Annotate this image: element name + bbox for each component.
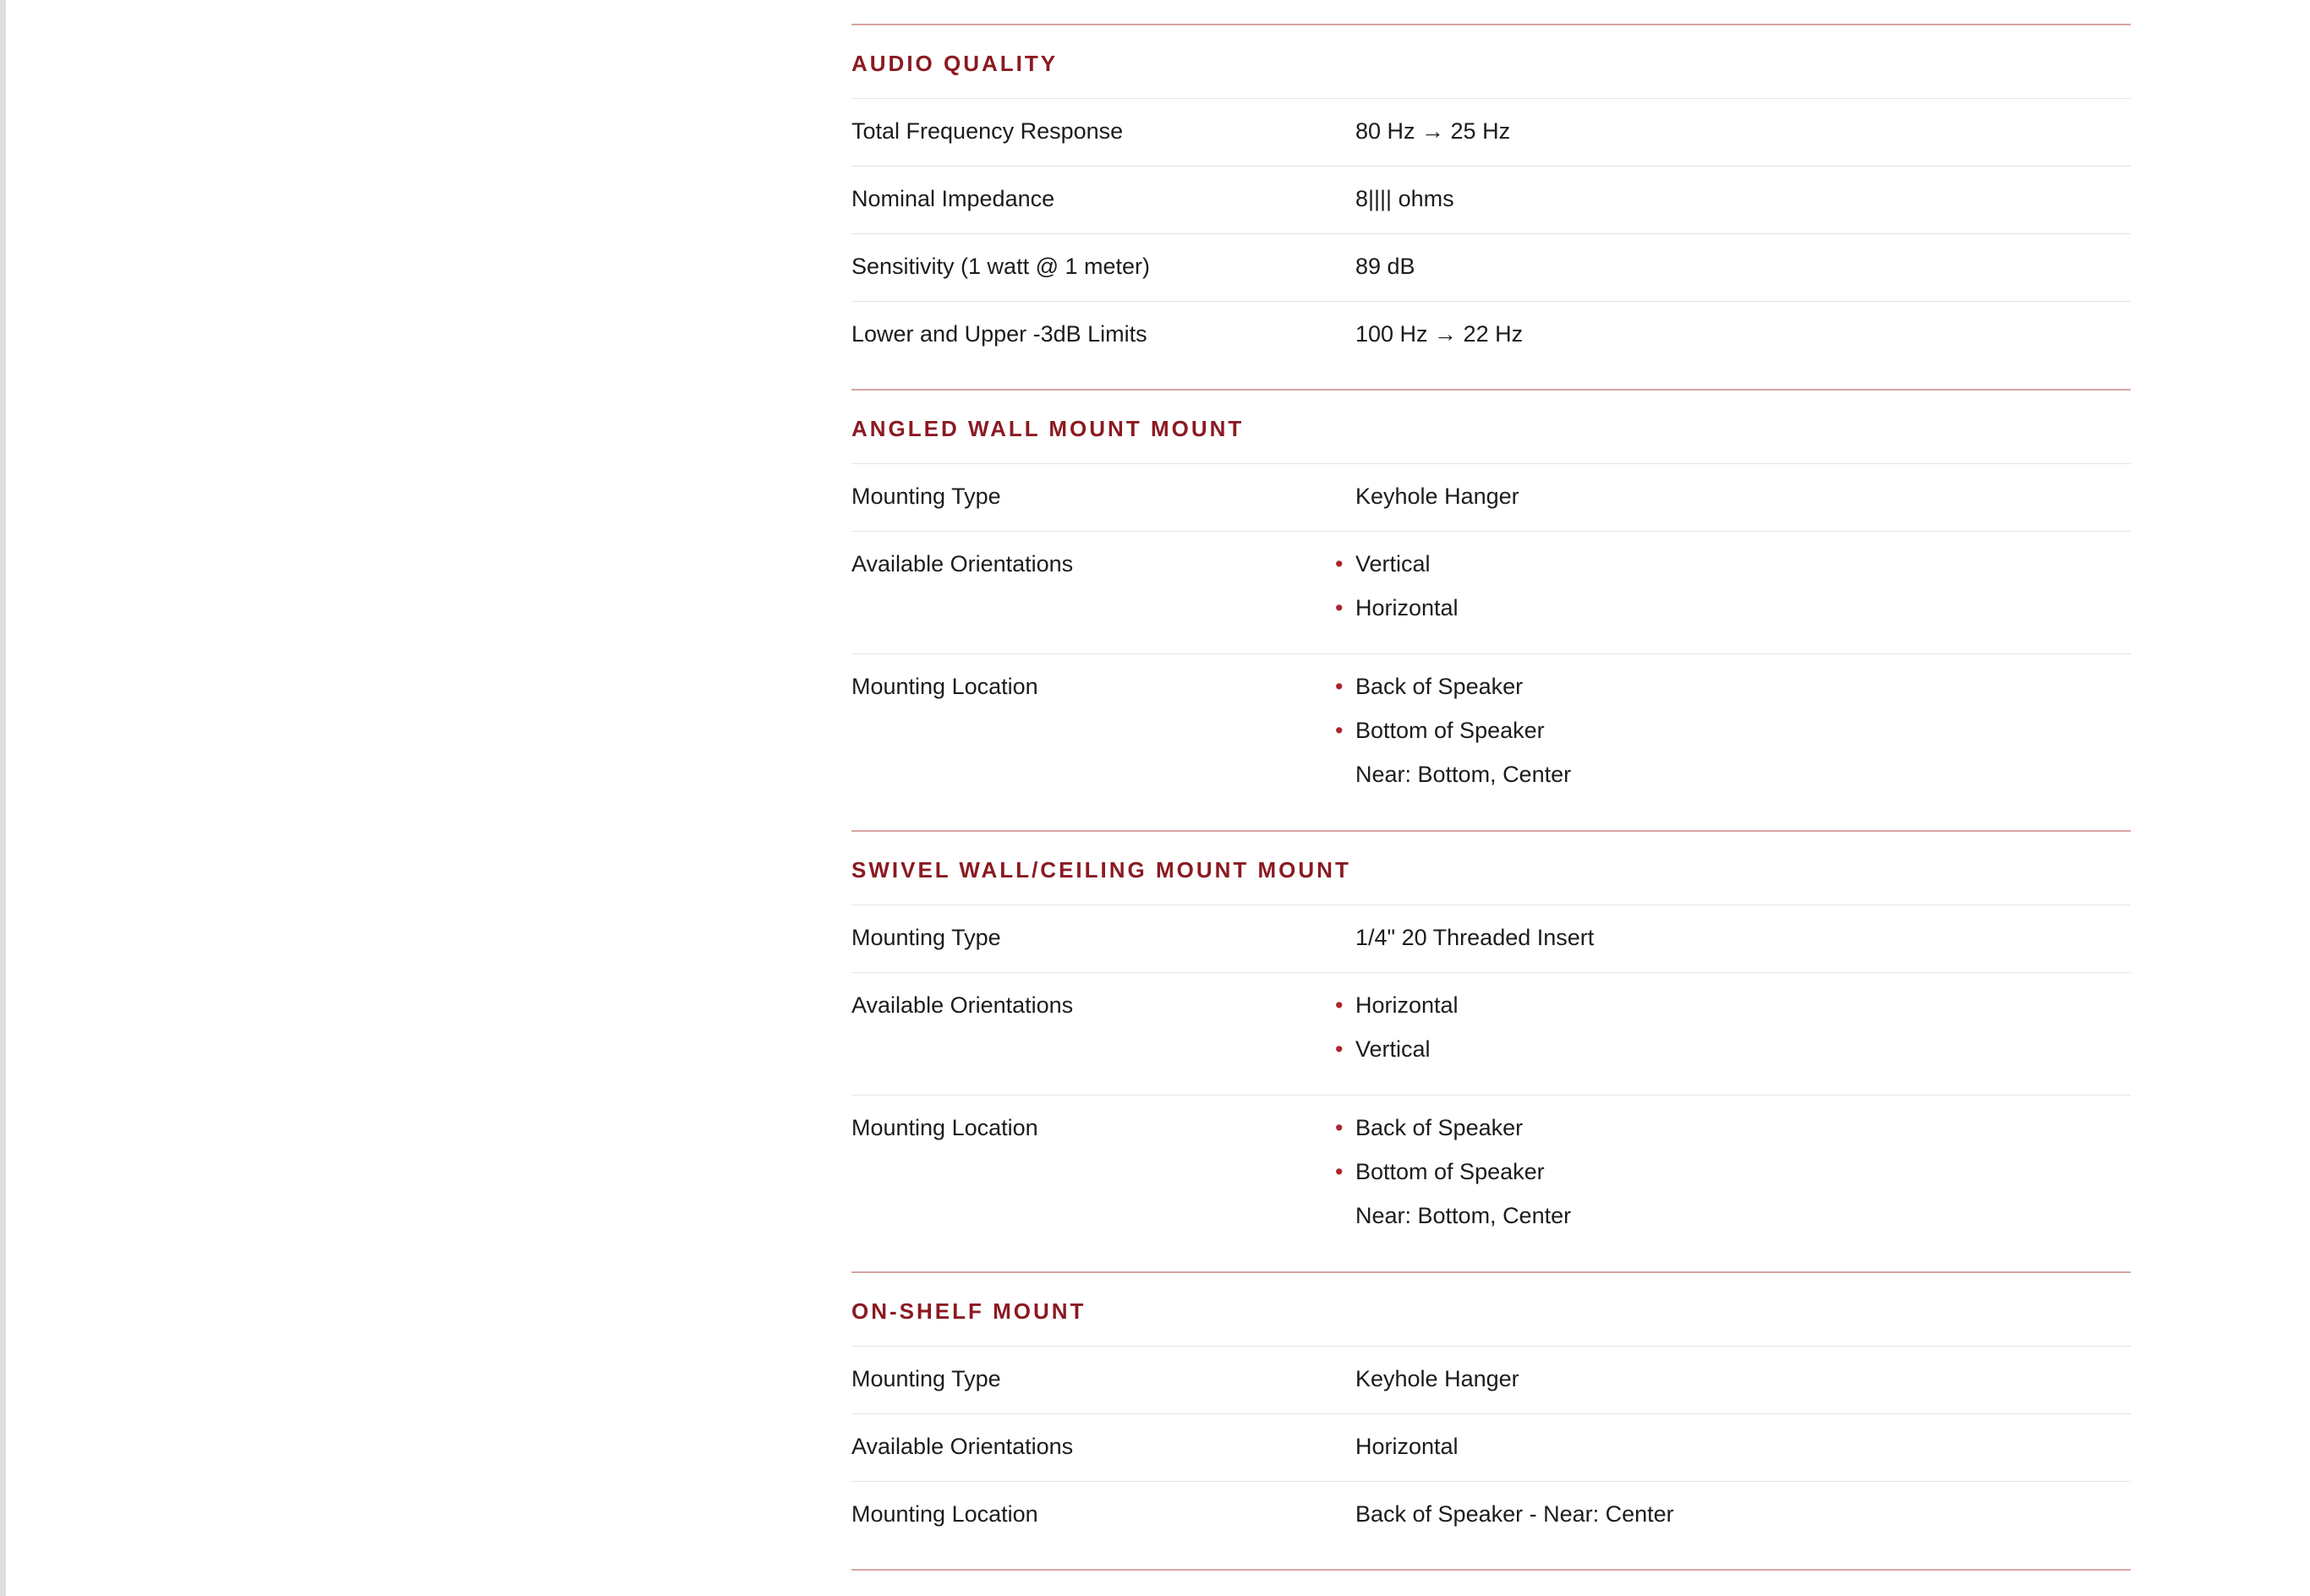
section-heading: SWIVEL WALL/CEILING MOUNT MOUNT [851,832,2131,905]
spec-row [851,302,2131,389]
spec-value-text: Near: Bottom, Center [1355,762,1572,787]
bullet-icon: • [1335,1159,1344,1184]
spec-value-line [1335,664,2131,708]
closing-divider [851,1569,2131,1571]
section-heading: ON-SHELF MOUNT [851,1273,2131,1347]
spec-value [1355,302,2131,389]
spec-value-line [1355,312,2131,356]
spec-label: Available Orientations [851,992,1074,1018]
spec-label: Mounting Type [851,484,1001,509]
spec-value-text: 80 Hz → 25 Hz [1355,118,1511,144]
spec-row [851,1482,2131,1569]
spec-value [1355,1347,2131,1413]
spec-value-text: 100 Hz → 22 Hz [1355,321,1524,347]
spec-label: Nominal Impedance [851,186,1055,211]
spec-row [851,905,2131,973]
bullet-icon: • [1335,718,1344,743]
spec-value-text: Keyhole Hanger [1355,484,1519,509]
spec-row [851,1347,2131,1414]
spec-label: Total Frequency Response [851,118,1124,144]
spec-value-text: 1/4" 20 Threaded Insert [1355,925,1595,950]
spec-value [1335,973,2131,1071]
spec-value [1355,234,2131,301]
spec-value-text: Near: Bottom, Center [1355,1203,1572,1228]
section-heading: AUDIO QUALITY [851,25,2131,99]
spec-value-line [1355,916,2131,959]
spec-row [851,654,2131,830]
spec-value-line [1355,1492,2131,1536]
specifications-list [851,24,2131,1571]
spec-value-text: Back of Speaker [1355,1115,1524,1140]
spec-row [851,167,2131,234]
spec-value-text: 8|||| ohms [1355,186,1454,211]
spec-label: Mounting Location [851,1501,1038,1527]
spec-label: Mounting Type [851,925,1001,950]
spec-row [851,1096,2131,1271]
spec-section [851,24,2131,389]
spec-label: Sensitivity (1 watt @ 1 meter) [851,254,1151,279]
spec-value-text: Horizontal [1355,595,1459,620]
bullet-icon: • [1335,1036,1344,1062]
spec-value [1355,167,2131,233]
spec-value-text: Bottom of Speaker [1355,718,1545,743]
spec-value-line [1335,983,2131,1027]
spec-value-text: Horizontal [1355,1434,1459,1459]
spec-value [1355,905,2131,972]
spec-value [1355,99,2131,166]
spec-label: Available Orientations [851,1434,1074,1459]
spec-value-line [1355,1194,2131,1238]
spec-value [1335,654,2131,796]
spec-value-line [1335,1150,2131,1194]
spec-value-line [1355,244,2131,288]
spec-value [1335,1096,2131,1238]
spec-value [1355,464,2131,531]
spec-value-text: Bottom of Speaker [1355,1159,1545,1184]
bullet-icon: • [1335,595,1344,620]
spec-label: Available Orientations [851,551,1074,577]
spec-value-text: Vertical [1355,1036,1431,1062]
spec-value-line [1355,474,2131,518]
spec-value-text: 89 dB [1355,254,1415,279]
spec-value-text: Back of Speaker - Near: Center [1355,1501,1674,1527]
spec-section [851,830,2131,1271]
section-heading: ANGLED WALL MOUNT MOUNT [851,391,2131,464]
spec-value-line [1335,1027,2131,1071]
spec-row [851,973,2131,1096]
bullet-icon: • [1335,551,1344,577]
page-edge-shadow [0,0,6,1596]
spec-value-line [1355,1424,2131,1468]
spec-value-line [1335,1106,2131,1150]
spec-value-line [1355,752,2131,796]
spec-value-line [1355,109,2131,153]
spec-value-line [1335,708,2131,752]
spec-value-line [1335,586,2131,630]
spec-section [851,389,2131,830]
spec-label: Mounting Location [851,1115,1038,1140]
bullet-icon: • [1335,674,1344,699]
bullet-icon: • [1335,1115,1344,1140]
spec-value-line [1335,542,2131,586]
spec-row [851,1414,2131,1482]
spec-value-text: Vertical [1355,551,1431,577]
spec-value [1335,532,2131,630]
spec-value [1355,1482,2131,1569]
bullet-icon: • [1335,992,1344,1018]
spec-row [851,234,2131,302]
spec-label: Mounting Type [851,1366,1001,1391]
spec-row [851,532,2131,654]
spec-value [1355,1414,2131,1481]
spec-row [851,464,2131,532]
spec-row [851,99,2131,167]
spec-label: Mounting Location [851,674,1038,699]
spec-value-text: Horizontal [1355,992,1459,1018]
spec-section [851,1271,2131,1569]
spec-value-line [1355,177,2131,221]
spec-value-line [1355,1357,2131,1401]
spec-value-text: Keyhole Hanger [1355,1366,1519,1391]
spec-value-text: Back of Speaker [1355,674,1524,699]
spec-label: Lower and Upper -3dB Limits [851,321,1147,347]
